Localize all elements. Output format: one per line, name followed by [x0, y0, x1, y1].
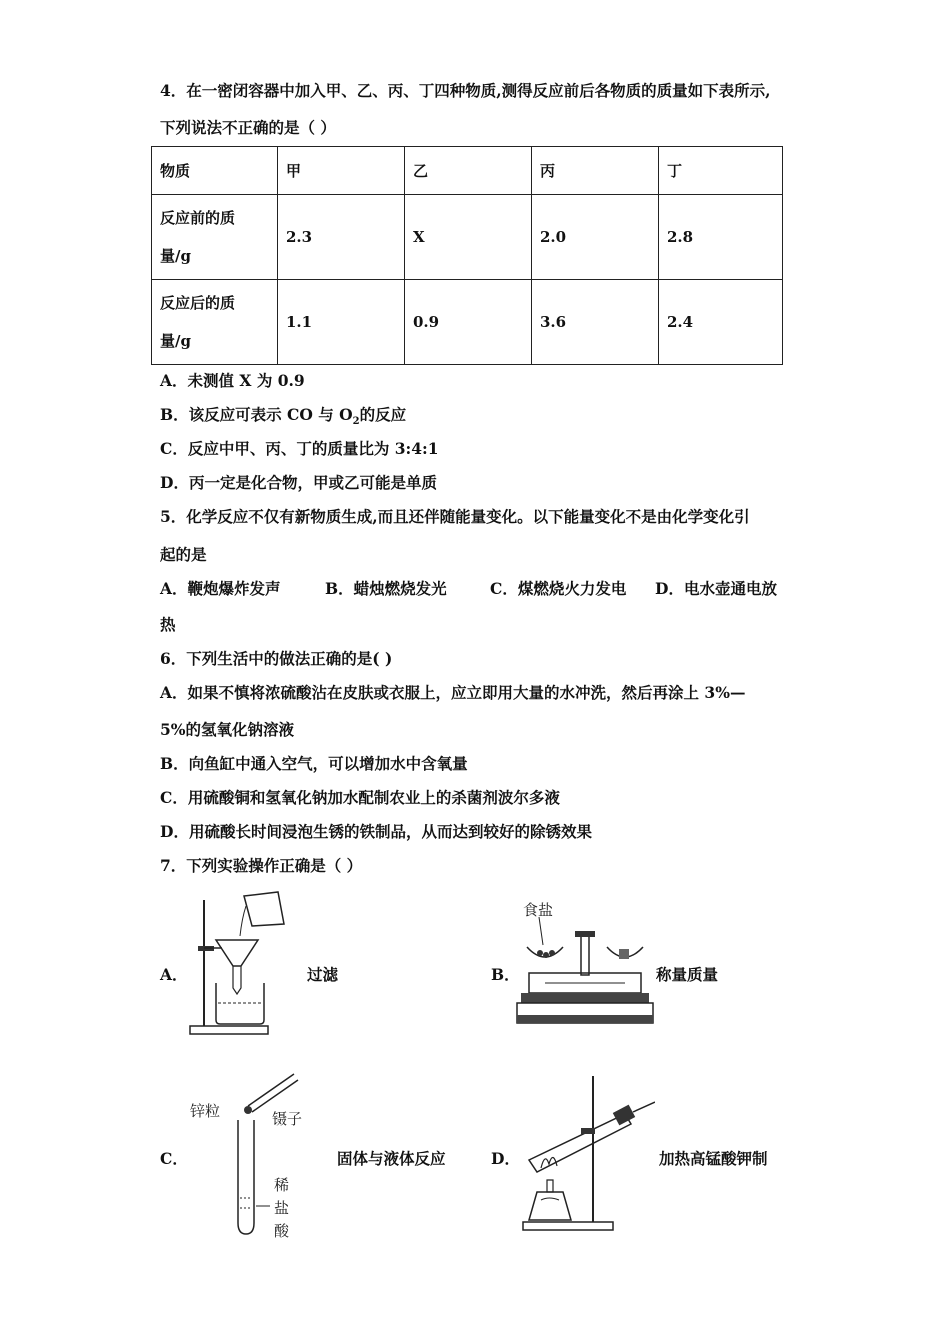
- table-cell: 3.6: [532, 280, 659, 365]
- q4-option-b-sub: 2: [352, 416, 360, 428]
- q7-option-d-caption: 加热高锰酸钾制: [659, 1149, 768, 1168]
- table-row: [152, 195, 783, 280]
- q5-option-d-cont: 热: [160, 615, 176, 634]
- table-cell: 2.8: [659, 195, 783, 280]
- q7-option-a-letter: A．: [160, 965, 188, 984]
- q4-option-c: C．反应中甲、丙、丁的质量比为 3:4:1: [160, 439, 439, 458]
- q7-option-a-caption: 过滤: [307, 965, 339, 984]
- filtration-figure: [186, 888, 296, 1036]
- heating-figure: [515, 1072, 655, 1232]
- table-row-label: [152, 195, 278, 280]
- table-cell: X: [405, 195, 532, 280]
- acid-label-char: 稀: [274, 1176, 290, 1194]
- q7-option-c-caption: 固体与液体反应: [337, 1149, 446, 1168]
- q5-option-d: D．电水壶通电放: [655, 579, 777, 598]
- table-row: [152, 280, 783, 365]
- table-cell: 2.3: [278, 195, 405, 280]
- q4-option-d: D．丙一定是化合物，甲或乙可能是单质: [160, 473, 437, 492]
- q5-stem-line1: 5．化学反应不仅有新物质生成,而且还伴随能量变化。以下能量变化不是由化学变化引: [160, 507, 750, 526]
- q7-option-d-letter: D．: [491, 1149, 520, 1168]
- acid-label-char: 盐: [274, 1199, 290, 1217]
- q7-option-b-letter: B．: [491, 965, 520, 984]
- balance-figure: [515, 895, 655, 1033]
- q7-stem: 7．下列实验操作正确是（ ）: [160, 856, 363, 875]
- q7-option-b-caption: 称量质量: [656, 965, 719, 984]
- zinc-label: 锌粒: [190, 1102, 221, 1120]
- table-cell: 0.9: [405, 280, 532, 365]
- table-header-cell: 丙: [532, 147, 659, 195]
- q6-option-a-line1: A．如果不慎将浓硫酸沾在皮肤或衣服上，应立即用大量的水冲洗，然后再涂上 3%—: [160, 683, 746, 702]
- table-header-cell: 甲: [278, 147, 405, 195]
- table-header-row: [152, 147, 783, 195]
- table-row-label: [152, 280, 278, 365]
- q4-option-b-pre: B．该反应可表示 CO 与 O: [160, 405, 353, 424]
- q6-option-a-line2: 5%的氢氧化钠溶液: [160, 720, 295, 739]
- q6-option-c: C．用硫酸铜和氢氧化钠加水配制农业上的杀菌剂波尔多液: [160, 788, 560, 807]
- table-cell: 2.0: [532, 195, 659, 280]
- table-cell: 1.1: [278, 280, 405, 365]
- q4-option-b: [160, 403, 406, 427]
- q6-option-b: B．向鱼缸中通入空气，可以增加水中含氧量: [160, 754, 468, 773]
- q7-option-c-letter: C．: [160, 1149, 188, 1168]
- test-tube-figure: [186, 1068, 316, 1240]
- q5-option-a: A．鞭炮爆炸发声: [160, 579, 281, 598]
- mass-table: [151, 146, 783, 365]
- table-header-cell: 丁: [659, 147, 783, 195]
- q5-option-b: B．蜡烛燃烧发光: [325, 579, 447, 598]
- label-part: 反应前的质: [160, 209, 236, 227]
- table-header-cell: 物质: [152, 147, 278, 195]
- label-part: 量/g: [160, 332, 191, 350]
- table-header-cell: 乙: [405, 147, 532, 195]
- salt-label: 食盐: [523, 901, 554, 919]
- acid-label-char: 酸: [274, 1222, 290, 1240]
- q4-stem-line2: 下列说法不正确的是（ ）: [160, 118, 336, 137]
- label-part: 量/g: [160, 247, 191, 265]
- q4-option-b-post: 的反应: [359, 405, 407, 424]
- q4-stem-line1: 4．在一密闭容器中加入甲、乙、丙、丁四种物质,测得反应前后各物质的质量如下表所示,: [160, 81, 771, 100]
- q6-option-d: D．用硫酸长时间浸泡生锈的铁制品，从而达到较好的除锈效果: [160, 822, 592, 841]
- tweezers-label: 镊子: [272, 1110, 303, 1128]
- q6-stem: 6．下列生活中的做法正确的是( ): [160, 649, 393, 668]
- table-cell: 2.4: [659, 280, 783, 365]
- q4-option-a: A．未测值 X 为 0.9: [160, 371, 305, 390]
- label-part: 反应后的质: [160, 294, 236, 312]
- q5-option-c: C．煤燃烧火力发电: [490, 579, 627, 598]
- q5-stem-line2: 起的是: [160, 545, 207, 564]
